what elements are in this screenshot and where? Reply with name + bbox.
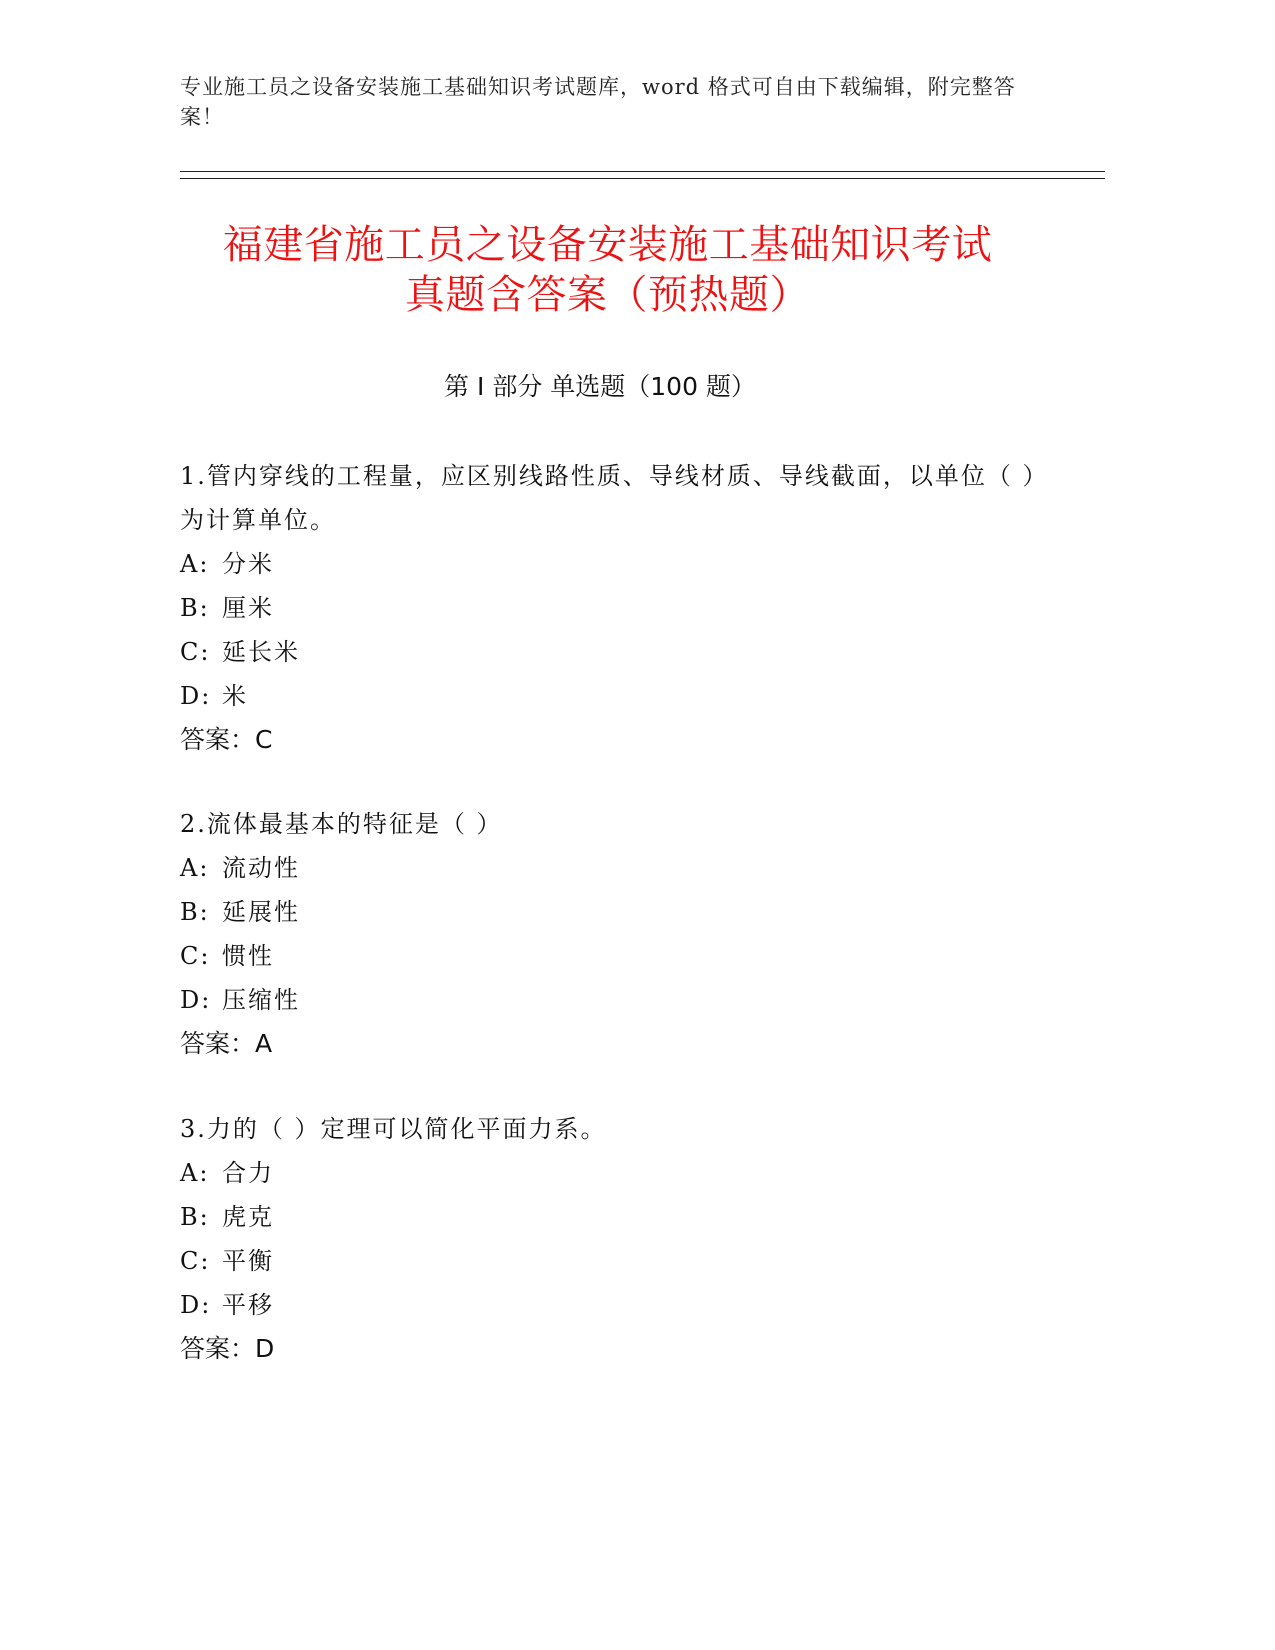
header-rule-top [180, 171, 1105, 172]
option-text: 合力 [222, 1159, 274, 1187]
option-text: 流动性 [222, 854, 300, 882]
option-letter: D: [180, 1291, 212, 1319]
option-letter: A: [180, 1159, 210, 1187]
option-c [180, 1239, 1060, 1283]
option-a [180, 846, 1060, 890]
option-letter: A: [180, 550, 210, 578]
option-letter: C: [180, 1247, 211, 1275]
option-text: 分米 [222, 550, 274, 578]
option-b [180, 586, 1060, 630]
option-letter: A: [180, 854, 210, 882]
option-letter: C: [180, 942, 211, 970]
document-header-text: 专业施工员之设备安装施工基础知识考试题库，word 格式可自由下载编辑，附完整答案！ [180, 75, 1016, 129]
option-letter: B: [180, 1203, 210, 1231]
option-letter: B: [180, 594, 210, 622]
option-text: 平移 [222, 1291, 274, 1319]
document-title-line-1: 福建省施工员之设备安装施工基础知识考试 [222, 222, 993, 268]
option-c [180, 630, 1060, 674]
answer-line: 答案：A [180, 1029, 273, 1058]
option-a [180, 1151, 1060, 1195]
option-text: 延长米 [222, 638, 300, 666]
option-text: 延展性 [222, 898, 300, 926]
question-stem: 1.管内穿线的工程量，应区别线路性质、导线材质、导线截面，以单位（ ）为计算单位。 [180, 462, 1049, 534]
question-stem: 3.力的（ ）定理可以简化平面力系。 [180, 1115, 607, 1143]
option-letter: C: [180, 638, 211, 666]
document-title [150, 220, 1065, 320]
option-text: 虎克 [222, 1203, 274, 1231]
answer-line: 答案：D [180, 1334, 275, 1363]
option-b [180, 890, 1060, 934]
option-a [180, 542, 1060, 586]
option-text: 米 [222, 682, 248, 710]
question-block [180, 802, 1060, 1066]
section-title: 第 I 部分 单选题（100 题） [444, 372, 756, 401]
option-b [180, 1195, 1060, 1239]
document-title-line-2: 真题含答案（预热题） [405, 272, 810, 318]
option-d [180, 674, 1060, 718]
option-d [180, 1283, 1060, 1327]
question-block [180, 1107, 1060, 1371]
option-text: 压缩性 [222, 986, 300, 1014]
option-c [180, 934, 1060, 978]
option-text: 惯性 [222, 942, 274, 970]
option-letter: D: [180, 682, 212, 710]
option-text: 厘米 [222, 594, 274, 622]
question-block [180, 454, 1060, 762]
option-letter: B: [180, 898, 210, 926]
answer-line: 答案：C [180, 725, 273, 754]
question-stem: 2.流体最基本的特征是（ ） [180, 810, 503, 838]
header-rule-bottom [180, 178, 1105, 179]
option-d [180, 978, 1060, 1022]
option-text: 平衡 [222, 1247, 274, 1275]
option-letter: D: [180, 986, 212, 1014]
